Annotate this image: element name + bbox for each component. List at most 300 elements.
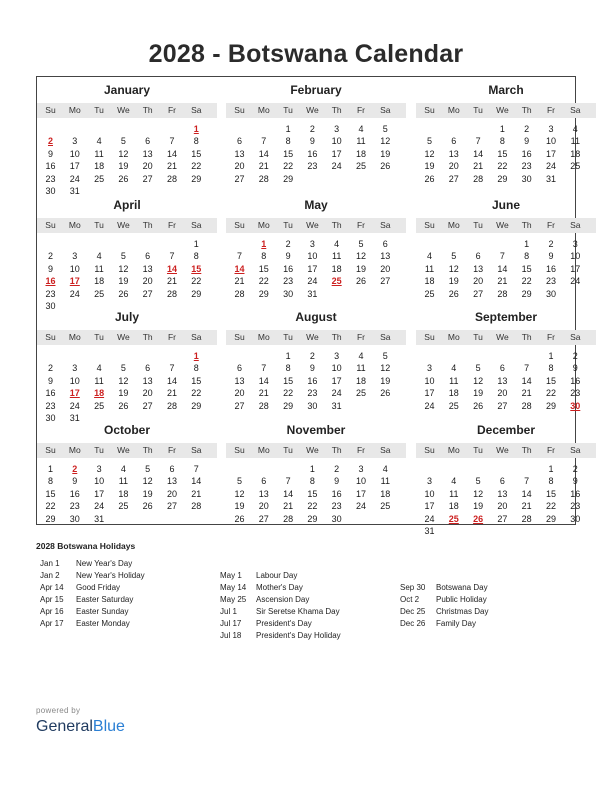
day-cell: 16 — [307, 375, 318, 386]
day-cell: 7 — [524, 363, 530, 374]
day-cell: 18 — [355, 375, 366, 386]
day-cell: 24 — [355, 501, 366, 512]
day-cell: 27 — [142, 288, 153, 299]
day-cell: 26 — [118, 173, 129, 184]
day-cell: 15 — [521, 263, 532, 274]
day-cell: 22 — [283, 161, 294, 172]
holiday-name: Easter Monday — [76, 619, 130, 628]
weekday-header — [416, 330, 596, 345]
day-cell: 25 — [570, 161, 581, 172]
day-cell: 8 — [193, 136, 199, 147]
day-cell: 12 — [234, 488, 245, 499]
day-cell: 2 — [334, 464, 340, 474]
day-cell: 25 — [94, 173, 105, 184]
weekday-label: Mo — [257, 445, 270, 455]
day-cell: 31 — [331, 400, 342, 411]
month-title: January — [103, 83, 151, 97]
day-cell: 13 — [497, 375, 508, 386]
day-cell: 3 — [358, 464, 364, 474]
day-cell: 8 — [261, 251, 267, 262]
weekday-label: Fr — [546, 220, 556, 230]
day-cell: 27 — [166, 501, 177, 512]
holiday-entry — [220, 571, 390, 583]
day-cell: 15 — [497, 148, 508, 159]
day-cell: 31 — [69, 413, 80, 423]
day-cell: 23 — [307, 388, 318, 399]
day-cell: 24 — [331, 388, 342, 399]
day-cell: 28 — [166, 400, 177, 411]
day-cell: 4 — [451, 363, 457, 374]
day-cell: 30 — [521, 173, 532, 184]
day-cell: 23 — [521, 161, 532, 172]
month-june — [416, 198, 596, 310]
day-cell: 8 — [499, 136, 505, 147]
day-cell: 5 — [120, 363, 126, 374]
brand-logo[interactable] — [36, 718, 125, 736]
day-cell: 2 — [524, 124, 530, 134]
day-cell: 7 — [169, 363, 175, 374]
weekday-label: Tu — [94, 445, 104, 455]
day-cell: 5 — [145, 464, 151, 474]
day-cell: 6 — [236, 363, 242, 374]
day-cell: 16 — [570, 488, 581, 499]
month-title: October — [103, 423, 150, 437]
day-cell: 13 — [473, 263, 484, 274]
day-cell: 15 — [283, 148, 294, 159]
day-cell: 4 — [426, 251, 432, 262]
day-cell: 28 — [473, 173, 484, 184]
day-cell: 19 — [118, 388, 129, 399]
day-cell: 31 — [69, 186, 80, 196]
day-cell: 17 — [355, 488, 366, 499]
day-cell: 17 — [94, 488, 105, 499]
holiday-day: 30 — [570, 400, 581, 411]
day-cell: 6 — [145, 251, 151, 262]
day-cell: 27 — [142, 173, 153, 184]
day-cell: 27 — [234, 400, 245, 411]
day-cell: 13 — [497, 488, 508, 499]
weekday-label: Tu — [473, 220, 483, 230]
holiday-day: 2 — [47, 136, 53, 147]
holiday-date: Sep 30 — [400, 583, 426, 592]
day-cell: 8 — [548, 476, 554, 487]
day-cell: 28 — [283, 513, 294, 524]
day-cell: 2 — [309, 124, 315, 134]
day-cell: 2 — [47, 251, 53, 262]
day-cell: 5 — [426, 136, 432, 147]
day-cell: 28 — [234, 288, 245, 299]
day-cell: 27 — [497, 400, 508, 411]
day-cell: 24 — [307, 276, 318, 287]
weekday-label: Su — [45, 332, 56, 342]
day-cell: 20 — [473, 276, 484, 287]
weekday-label: Fr — [546, 445, 556, 455]
weekday-label: Sa — [570, 105, 581, 115]
day-cell: 13 — [234, 375, 245, 386]
day-cell: 19 — [424, 161, 435, 172]
day-cell: 16 — [283, 263, 294, 274]
day-cell: 13 — [142, 148, 153, 159]
day-cell: 30 — [307, 400, 318, 411]
day-cell: 12 — [118, 148, 129, 159]
day-cell: 30 — [283, 288, 294, 299]
day-cell: 13 — [142, 375, 153, 386]
holiday-name: New Year's Day — [76, 559, 133, 568]
day-cell: 14 — [521, 488, 532, 499]
day-cell: 29 — [497, 173, 508, 184]
weekday-label: We — [306, 220, 319, 230]
month-title: September — [474, 310, 538, 324]
day-cell: 17 — [545, 148, 556, 159]
day-cell: 13 — [258, 488, 269, 499]
month-september — [416, 310, 596, 422]
holiday-date: Jul 1 — [220, 607, 237, 616]
day-cell: 13 — [142, 263, 153, 274]
holiday-day: 25 — [331, 276, 342, 287]
weekday-label: Th — [142, 445, 153, 455]
day-cell: 23 — [570, 501, 581, 512]
day-cell: 2 — [285, 239, 291, 249]
day-cell: 11 — [356, 363, 366, 374]
day-cell: 22 — [521, 276, 532, 287]
day-cell: 7 — [285, 476, 291, 487]
month-august — [226, 310, 406, 422]
holiday-entry — [400, 619, 560, 631]
day-cell: 26 — [424, 173, 435, 184]
holiday-entry — [400, 583, 560, 595]
day-cell: 15 — [258, 263, 269, 274]
day-cell: 6 — [261, 476, 267, 487]
day-cell: 25 — [380, 501, 391, 512]
day-cell: 20 — [234, 388, 245, 399]
holiday-entry — [40, 607, 200, 619]
holiday-date: Apr 17 — [40, 619, 64, 628]
day-cell: 7 — [475, 136, 481, 147]
day-cell: 5 — [120, 136, 126, 147]
day-cell: 22 — [258, 276, 269, 287]
day-cell: 30 — [45, 186, 56, 196]
holiday-day: 26 — [473, 513, 484, 524]
holiday-day: 17 — [69, 388, 80, 399]
day-cell: 23 — [45, 288, 56, 299]
day-cell: 30 — [69, 513, 80, 524]
weekday-label: Th — [521, 445, 532, 455]
holiday-name: Easter Sunday — [76, 607, 129, 616]
holiday-name: Good Friday — [76, 583, 121, 592]
day-cell: 9 — [309, 363, 315, 374]
day-cell: 29 — [307, 513, 318, 524]
day-cell: 11 — [94, 148, 104, 159]
weekday-label: Mo — [257, 105, 270, 115]
weekday-label: Sa — [380, 220, 391, 230]
weekday-label: Sa — [380, 105, 391, 115]
day-cell: 3 — [72, 251, 78, 262]
holiday-entry — [40, 583, 200, 595]
day-cell: 5 — [358, 239, 364, 249]
day-cell: 24 — [94, 501, 105, 512]
day-cell: 19 — [448, 276, 459, 287]
day-cell: 8 — [193, 251, 199, 262]
holiday-day: 2 — [72, 464, 78, 474]
day-cell: 21 — [258, 161, 269, 172]
holiday-day: 17 — [69, 276, 80, 287]
day-cell: 11 — [332, 251, 342, 262]
day-cell: 9 — [548, 251, 554, 262]
weekday-label: We — [117, 332, 130, 342]
weekday-label: Fr — [356, 332, 366, 342]
day-cell: 23 — [331, 501, 342, 512]
holiday-entry — [220, 607, 390, 619]
day-cell: 10 — [331, 363, 342, 374]
holiday-day: 1 — [193, 124, 199, 134]
holiday-date: Oct 2 — [400, 595, 420, 604]
weekday-label: Mo — [68, 332, 81, 342]
day-cell: 1 — [309, 464, 315, 474]
day-cell: 19 — [118, 161, 129, 172]
holiday-entry — [220, 631, 390, 643]
day-cell: 11 — [118, 476, 129, 487]
day-cell: 3 — [96, 464, 102, 474]
holiday-date: May 14 — [220, 583, 247, 592]
weekday-label: Mo — [447, 332, 460, 342]
holiday-name: President's Day — [256, 619, 312, 628]
weekday-label: Sa — [570, 445, 581, 455]
month-may — [226, 198, 406, 310]
weekday-label: Fr — [356, 220, 366, 230]
holiday-name: Sir Seretse Khama Day — [256, 607, 340, 616]
day-cell: 22 — [191, 161, 202, 172]
day-cell: 26 — [380, 161, 391, 172]
weekday-label: Mo — [68, 220, 81, 230]
weekday-label: Th — [331, 220, 342, 230]
day-cell: 29 — [545, 400, 556, 411]
day-cell: 21 — [473, 161, 484, 172]
weekday-label: Th — [331, 332, 342, 342]
day-cell: 19 — [355, 263, 366, 274]
day-cell: 28 — [258, 400, 269, 411]
day-cell: 2 — [572, 351, 578, 361]
day-cell: 8 — [285, 136, 291, 147]
weekday-label: Fr — [356, 445, 366, 455]
weekday-label: Su — [45, 220, 56, 230]
weekday-label: Fr — [167, 105, 177, 115]
day-cell: 24 — [424, 400, 435, 411]
day-cell: 11 — [424, 263, 435, 274]
day-cell: 15 — [545, 488, 556, 499]
day-cell: 9 — [47, 148, 53, 159]
day-cell: 9 — [334, 476, 340, 487]
day-cell: 6 — [499, 476, 505, 487]
month-april — [37, 198, 217, 310]
day-cell: 3 — [334, 124, 340, 134]
calendar-grid — [36, 76, 581, 536]
day-cell: 15 — [191, 375, 202, 386]
day-cell: 25 — [424, 288, 435, 299]
day-cell: 9 — [524, 136, 530, 147]
day-cell: 12 — [473, 488, 484, 499]
day-cell: 27 — [258, 513, 269, 524]
day-cell: 21 — [166, 161, 177, 172]
holiday-day: 14 — [234, 263, 245, 274]
day-cell: 14 — [283, 488, 294, 499]
day-cell: 24 — [69, 173, 80, 184]
holiday-date: Apr 14 — [40, 583, 64, 592]
day-cell: 15 — [545, 375, 556, 386]
day-cell: 30 — [545, 288, 556, 299]
holiday-date: Jul 17 — [220, 619, 242, 628]
holiday-date: Dec 26 — [400, 619, 426, 628]
day-cell: 21 — [166, 276, 177, 287]
holiday-date: Dec 25 — [400, 607, 426, 616]
day-cell: 30 — [45, 301, 56, 311]
day-cell: 2 — [572, 464, 578, 474]
holiday-name: President's Day Holiday — [256, 631, 341, 640]
holiday-entry — [40, 571, 200, 583]
weekday-label: Tu — [94, 220, 104, 230]
weekday-label: Tu — [473, 105, 483, 115]
month-january — [37, 83, 217, 195]
weekday-label: Su — [234, 220, 245, 230]
day-cell: 6 — [475, 251, 481, 262]
day-cell: 28 — [166, 288, 177, 299]
day-cell: 28 — [521, 513, 532, 524]
day-cell: 8 — [47, 476, 53, 487]
day-cell: 22 — [191, 276, 202, 287]
day-cell: 25 — [94, 400, 105, 411]
day-cell: 6 — [451, 136, 457, 147]
day-cell: 18 — [118, 488, 129, 499]
day-cell: 17 — [331, 148, 342, 159]
day-cell: 30 — [331, 513, 342, 524]
weekday-label: Th — [142, 332, 153, 342]
day-cell: 10 — [424, 488, 435, 499]
holiday-date: May 25 — [220, 595, 247, 604]
weekday-label: Tu — [473, 332, 483, 342]
day-cell: 1 — [285, 124, 291, 134]
weekday-label: Th — [331, 445, 342, 455]
month-title: November — [286, 423, 346, 437]
weekday-label: We — [496, 332, 509, 342]
holidays-title: 2028 Botswana Holidays — [36, 541, 136, 551]
day-cell: 27 — [448, 173, 459, 184]
day-cell: 23 — [69, 501, 80, 512]
day-cell: 4 — [96, 251, 102, 262]
holiday-name: Ascension Day — [256, 595, 310, 604]
day-cell: 12 — [380, 363, 391, 374]
day-cell: 4 — [96, 136, 102, 147]
holiday-entry — [220, 583, 390, 595]
holiday-date: Jan 2 — [40, 571, 60, 580]
day-cell: 18 — [94, 276, 105, 287]
day-cell: 12 — [355, 251, 366, 262]
day-cell: 4 — [382, 464, 388, 474]
day-cell: 7 — [524, 476, 530, 487]
day-cell: 29 — [258, 288, 269, 299]
weekday-label: Fr — [546, 332, 556, 342]
day-cell: 5 — [236, 476, 242, 487]
day-cell: 24 — [545, 161, 556, 172]
day-cell: 2 — [309, 351, 315, 361]
day-cell: 6 — [145, 363, 151, 374]
day-cell: 3 — [426, 476, 432, 487]
day-cell: 3 — [72, 136, 78, 147]
day-cell: 20 — [142, 161, 153, 172]
day-cell: 10 — [69, 375, 80, 386]
day-cell: 24 — [424, 513, 435, 524]
day-cell: 2 — [47, 363, 53, 374]
day-cell: 30 — [570, 513, 581, 524]
month-title: April — [113, 198, 141, 212]
month-december — [416, 423, 596, 535]
day-cell: 6 — [236, 136, 242, 147]
day-cell: 22 — [307, 501, 318, 512]
day-cell: 25 — [118, 501, 129, 512]
day-cell: 26 — [142, 501, 153, 512]
holiday-name: Mother's Day — [256, 583, 303, 592]
day-cell: 24 — [69, 288, 80, 299]
day-cell: 29 — [283, 173, 294, 184]
holiday-entry — [400, 595, 560, 607]
day-cell: 18 — [424, 276, 435, 287]
day-cell: 21 — [234, 276, 245, 287]
day-cell: 26 — [118, 288, 129, 299]
day-cell: 7 — [499, 251, 505, 262]
day-cell: 17 — [69, 161, 80, 172]
weekday-label: Sa — [191, 445, 202, 455]
brand-general: General — [36, 718, 93, 735]
day-cell: 23 — [570, 388, 581, 399]
day-cell: 20 — [142, 388, 153, 399]
weekday-label: Fr — [167, 332, 177, 342]
day-cell: 27 — [142, 400, 153, 411]
weekday-label: Mo — [257, 332, 270, 342]
day-cell: 19 — [380, 148, 391, 159]
weekday-header — [37, 330, 217, 345]
day-cell: 28 — [191, 501, 202, 512]
weekday-header — [37, 443, 217, 458]
weekday-label: We — [117, 220, 130, 230]
day-cell: 28 — [521, 400, 532, 411]
holiday-day: 18 — [94, 388, 105, 399]
day-cell: 27 — [234, 173, 245, 184]
day-cell: 26 — [473, 400, 484, 411]
holiday-column-1 — [40, 559, 200, 631]
day-cell: 31 — [424, 526, 435, 536]
day-cell: 4 — [96, 363, 102, 374]
day-cell: 18 — [355, 148, 366, 159]
day-cell: 4 — [358, 351, 364, 361]
weekday-label: We — [306, 105, 319, 115]
weekday-label: Su — [45, 445, 56, 455]
day-cell: 4 — [358, 124, 364, 134]
day-cell: 1 — [548, 464, 554, 474]
holiday-entry — [220, 595, 390, 607]
weekday-label: Su — [234, 105, 245, 115]
holiday-date: Jan 1 — [40, 559, 60, 568]
day-cell: 22 — [45, 501, 56, 512]
day-cell: 24 — [69, 400, 80, 411]
day-cell: 9 — [47, 263, 53, 274]
day-cell: 22 — [497, 161, 508, 172]
day-cell: 13 — [380, 251, 391, 262]
holiday-name: Botswana Day — [436, 583, 488, 592]
holiday-name: Family Day — [436, 619, 477, 628]
day-cell: 16 — [45, 161, 56, 172]
holiday-date: May 1 — [220, 571, 242, 580]
day-cell: 20 — [166, 488, 177, 499]
day-cell: 22 — [545, 388, 556, 399]
weekday-label: Th — [521, 105, 532, 115]
